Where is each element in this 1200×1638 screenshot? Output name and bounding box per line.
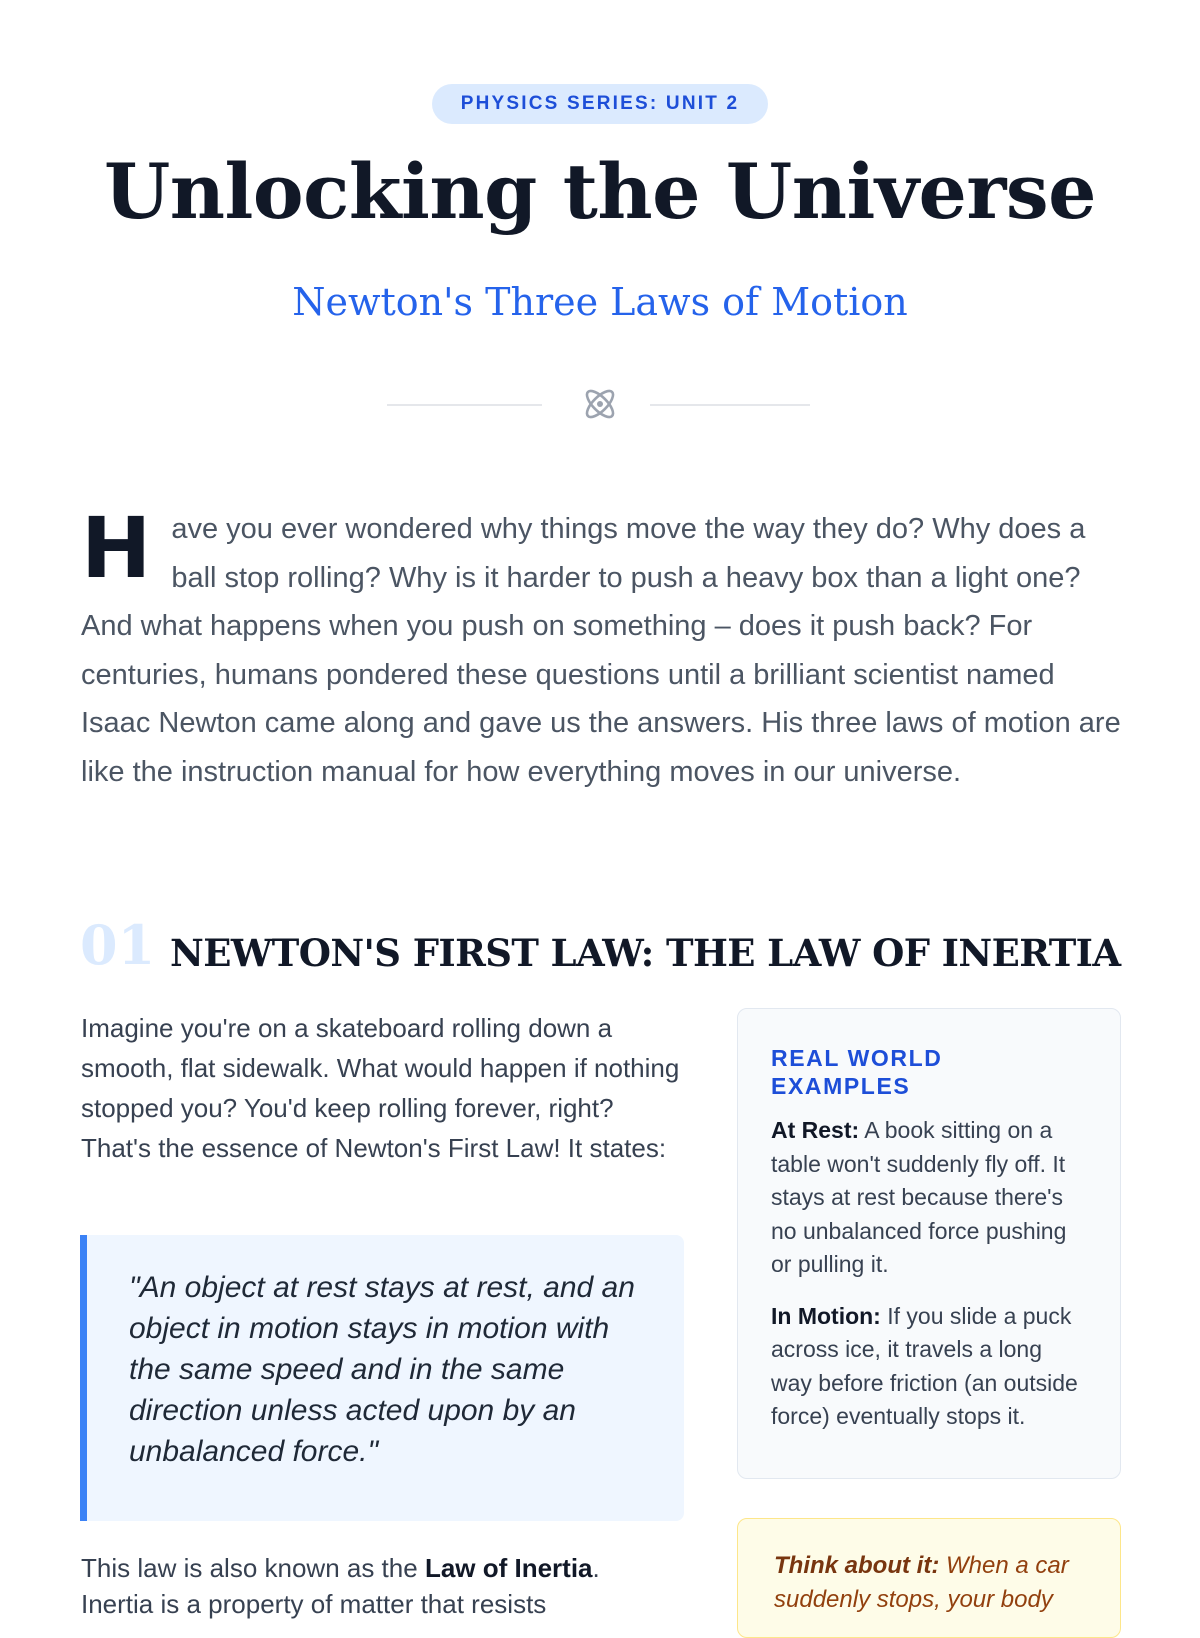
- intro-paragraph: [81, 499, 1121, 796]
- law-aka-line: [81, 1548, 721, 1588]
- example-text: A book sitting on a table won't suddenly fly off. It stays at rest because there's no unbalanced force pushing or pulling it.: [771, 1117, 1067, 1278]
- example-in-motion: [771, 1300, 1088, 1434]
- examples-card: [737, 1008, 1121, 1479]
- think-about-it-card: [737, 1518, 1121, 1638]
- law-aka-prefix: This law is also known as the: [81, 1553, 425, 1583]
- examples-heading: REAL WORLD EXAMPLES: [771, 1045, 943, 1099]
- example-label: At Rest:: [771, 1117, 860, 1144]
- think-label: Think about it:: [774, 1552, 940, 1579]
- example-label: In Motion:: [771, 1302, 881, 1329]
- example-at-rest: [771, 1114, 1088, 1282]
- section-paragraph: Imagine you're on a skateboard rolling down a smooth, flat sidewalk. What would happen if nothing stopped you? You'd keep rolling forever, right? That's the essence of Newton's First Law! It states:: [81, 1013, 680, 1163]
- section-number: 01: [80, 913, 156, 977]
- divider-line-left: [387, 404, 542, 406]
- page-title: Unlocking the Universe: [103, 147, 1097, 236]
- example-text: If you slide a puck across ice, it travels a long way before friction (an outside force) eventually stops it.: [771, 1302, 1078, 1430]
- page-subtitle: Newton's Three Laws of Motion: [292, 280, 908, 324]
- intro-text: ave you ever wondered why things move the way they do? Why does a ball stop rolling? Why is it harder to push a heavy box than a light one? And what happens when you push on something – does it push back? For centuries, humans pondered these questions until a brilliant scientist named Isaac Newton came along and gave us the answers. His three laws of motion are like the instruction manual for how everything moves in our universe.: [81, 513, 1121, 788]
- section-title: NEWTON'S FIRST LAW: THE LAW OF INERTIA: [170, 931, 1121, 975]
- drop-cap: H: [81, 499, 152, 597]
- law-aka-continuation: Inertia is a property of matter that resists: [81, 1589, 547, 1619]
- law-aka-suffix: .: [592, 1553, 600, 1583]
- think-text: When a car suddenly stops, your body: [774, 1552, 1069, 1613]
- law-quote-text: "An object at rest stays at rest, and an object in motion stays in motion with the same speed and in the same direction unless acted upon by an unbalanced force.": [129, 1271, 635, 1468]
- law-quote: [80, 1235, 684, 1521]
- atom-icon: [580, 384, 620, 424]
- divider-line-right: [650, 404, 810, 406]
- law-aka-term: Law of Inertia: [424, 1553, 593, 1583]
- series-badge: PHYSICS SERIES: UNIT 2: [432, 84, 768, 124]
